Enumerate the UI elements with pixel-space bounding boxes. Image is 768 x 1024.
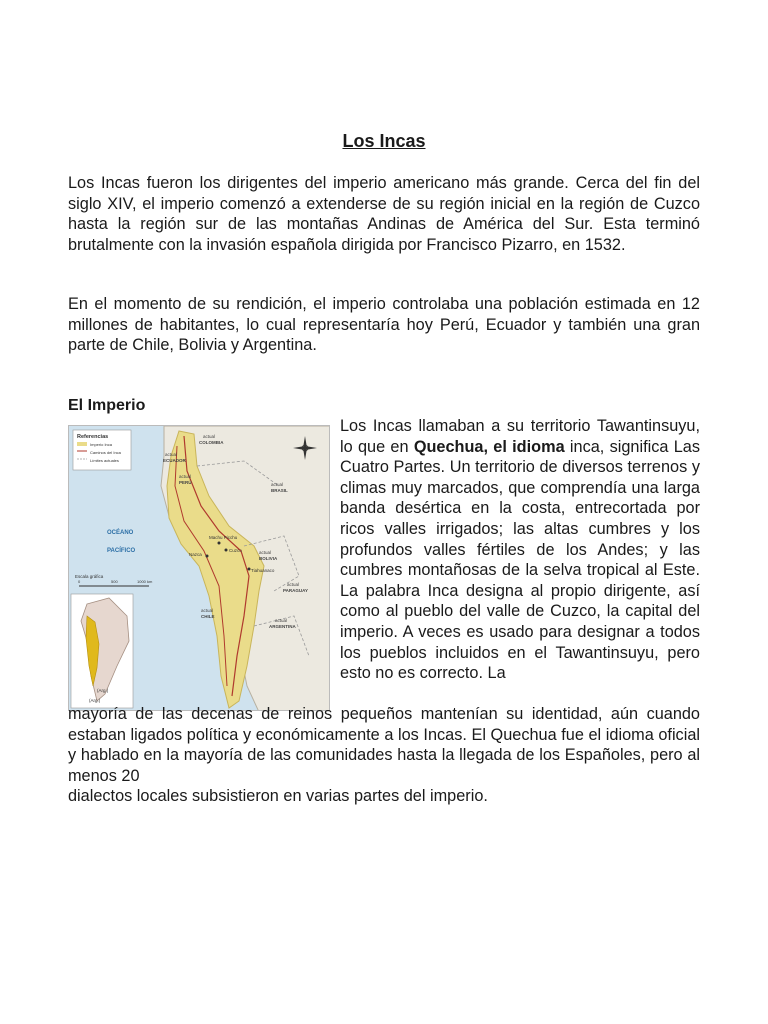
paragraph-intro: Los Incas fueron los dirigentes del imperio americano más grande. Cerca del fin del siglo XIV, el imperio comenzó a extenderse de su región inicial en la región de Cuzco hasta la región sur de las montañas Andinas de América del Sur. Esta terminó brutalmente con la invasión española dirigida por Francisco Pizarro, en 1532.: [68, 174, 700, 254]
place-marker: [206, 555, 209, 558]
section-text-bold-idioma: el idioma: [493, 437, 565, 456]
section-text-part3: inca, significa Las Cuatro Partes. Un territorio de diversos terrenos y climas muy marcados, que comprendía una larga banda desértica en la costa, entrecortada por ricos valles irrigados; las altas cumbres y los profundos valles fértiles de los Andes; y las cumbres montañosas de la selva tropical al Este. La palabra Inca designa al propio dirigente, así como al pueblo del valle de Cuzco, la capital del imperio. A veces es usado para designar a todos los pueblos incluidos en el Tawantinsuyu, pero esto no es correcto. La: [340, 437, 700, 683]
country-actual: actual: [287, 582, 300, 587]
scale-end: 1000 km: [137, 579, 153, 584]
section-text-continuation: [68, 704, 700, 807]
country-actual: actual: [271, 482, 284, 487]
place-tiahuanaco: Tiahuanaco: [251, 568, 275, 573]
country-actual: actual: [275, 618, 288, 623]
country-actual: actual: [259, 550, 272, 555]
country-paraguay: PARAGUAY: [283, 588, 309, 593]
place-nazca: Nazca: [189, 552, 202, 557]
map-graphic: [69, 426, 330, 711]
section-text-wrapped: [340, 416, 700, 684]
place-cuzco: Cuzco: [229, 548, 242, 553]
section-text-last-line: dialectos locales subsistieron en varias partes del imperio.: [68, 787, 488, 806]
country-argentina: ARGENTINA: [269, 624, 296, 629]
country-colombia: COLOMBIA: [199, 440, 224, 445]
section-text-continuation-body: mayoría de las decenas de reinos pequeños mantenían su identidad, aún cuando estaban ligados política y económicamente a los Incas. El Quechua fue el idioma oficial y hablado en la mayoría de las comunidades hasta la llegada de los Españoles, pero al menos 20: [68, 705, 700, 785]
inset-label-1: (Arg.): [97, 688, 109, 693]
legend-swatch-empire: [77, 442, 87, 446]
country-brasil: BRASIL: [271, 488, 288, 493]
page-title: Los Incas: [342, 131, 426, 151]
south-america-inset-map: [71, 594, 133, 708]
scale-start: 0: [78, 579, 81, 584]
place-marker: [225, 549, 228, 552]
inset-label-2: (Arg.): [89, 698, 101, 703]
section-text-part1: Los Incas llamaban a su territorio Tawantinsuyu, lo que en: [340, 417, 700, 456]
ocean-label-2: PACÍFICO: [107, 548, 136, 554]
ocean-label-1: OCÉANO: [107, 530, 134, 536]
legend-item-borders: Límites actuales: [90, 458, 119, 463]
country-actual: actual: [179, 474, 192, 479]
country-peru: PERÚ: [179, 480, 192, 485]
section-text-comma: ,: [483, 437, 494, 456]
section-text-bold-quechua: Quechua: [413, 437, 484, 456]
paragraph-population: En el momento de su rendición, el imperio controlaba una población estimada en 12 millones de habitantes, lo cual representaría hoy Perú, Ecuador y también una gran parte de Chile, Bolivia y Argentina.: [68, 295, 700, 355]
legend-title: Referencias: [77, 434, 109, 440]
place-marker: [218, 542, 221, 545]
inca-empire-map: [68, 425, 330, 711]
country-chile: CHILE: [201, 614, 215, 619]
legend-item-roads: Caminos del Inca: [90, 450, 121, 455]
country-ecuador: ECUADOR: [163, 458, 186, 463]
legend-item-empire: Imperio Inca: [90, 442, 113, 447]
scale-title: Escala gráfica: [75, 574, 104, 579]
scale-mid: 500: [111, 579, 118, 584]
place-machu-picchu: Machu Picchu: [209, 535, 238, 540]
country-actual: actual: [203, 434, 216, 439]
country-bolivia: BOLIVIA: [259, 556, 278, 561]
section-heading: El Imperio: [68, 397, 146, 414]
country-actual: actual: [201, 608, 214, 613]
country-actual: actual: [165, 452, 178, 457]
